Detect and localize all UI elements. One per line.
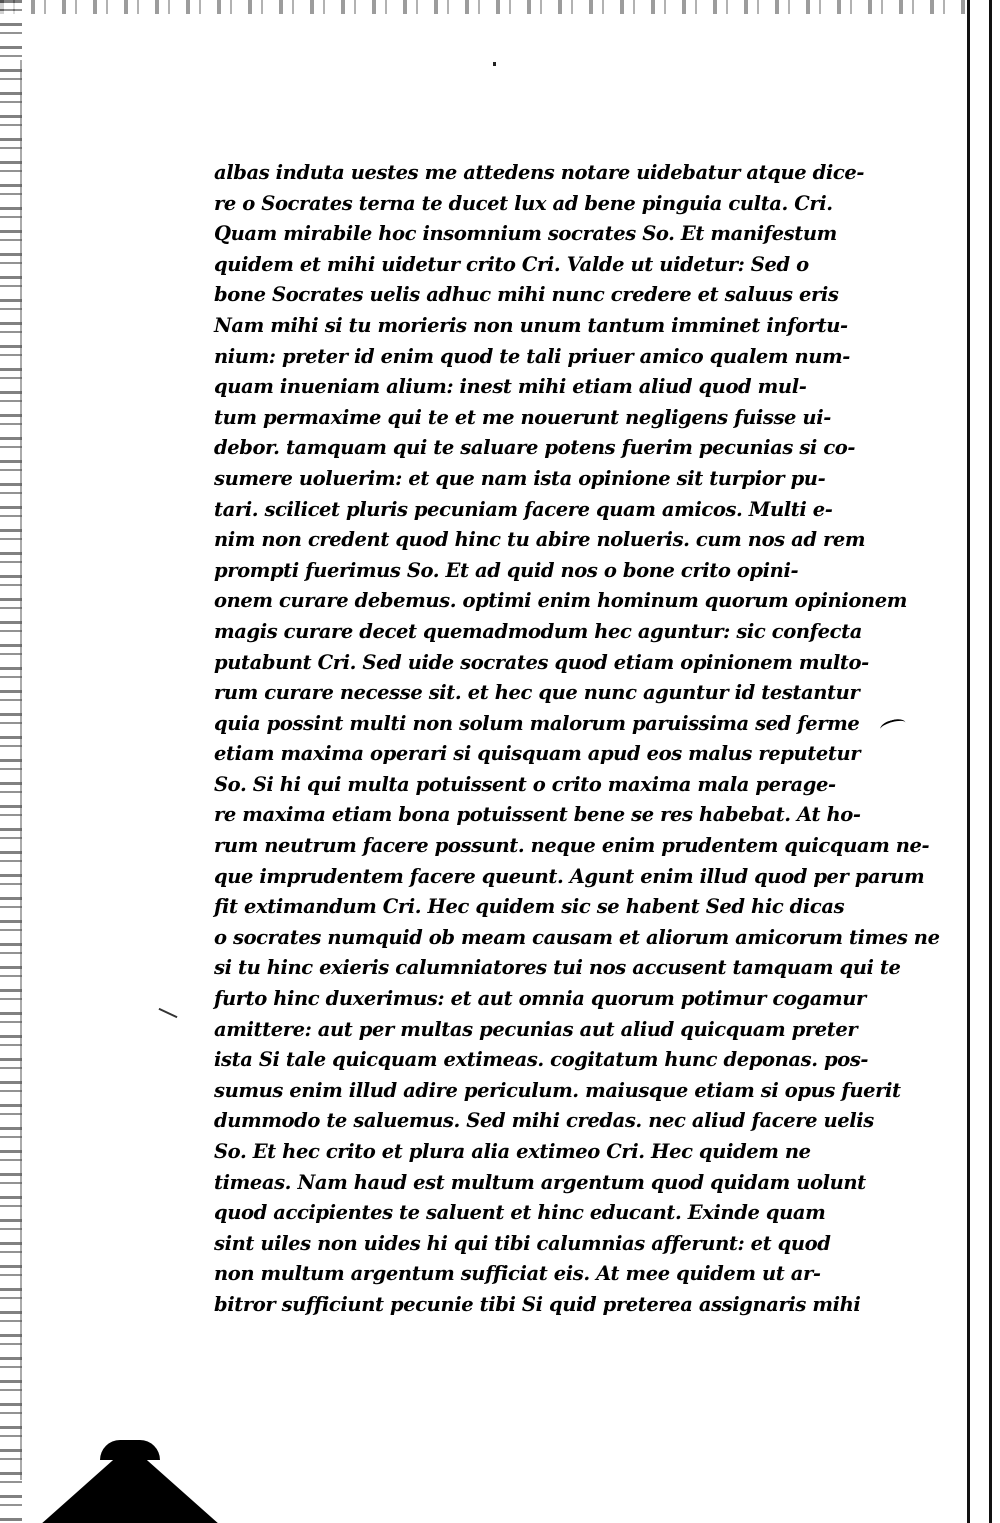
text-line: si tu hinc exieris calumniatores tui nos accusent tamquam qui te	[214, 956, 901, 980]
text-line: amittere: aut per multas pecunias aut aliud quicquam preter	[214, 1017, 858, 1041]
text-line: tum permaxime qui te et me nouerunt negligens fuisse ui-	[214, 405, 831, 429]
text-line: nium: preter id enim quod te tali priuer amico qualem num-	[214, 344, 850, 368]
page-right-edge	[967, 0, 1000, 1523]
text-line: putabunt Cri. Sed uide socrates quod etiam opinionem multo-	[214, 650, 869, 674]
text-line: debor. tamquam qui te saluare potens fuerim pecunias si co-	[214, 436, 856, 460]
page-left-rule	[20, 60, 22, 1480]
text-line: non multum argentum sufficiat eis. At mee quidem ut ar-	[214, 1262, 821, 1286]
text-line: sint uiles non uides hi qui tibi calumnias afferunt: et quod	[214, 1231, 831, 1255]
text-line: rum curare necesse sit. et hec que nunc aguntur id testantur	[214, 681, 860, 705]
text-line: ista Si tale quicquam extimeas. cogitatum hunc deponas. pos-	[214, 1048, 869, 1072]
page-top-edge	[0, 0, 1000, 14]
text-line: albas induta uestes me attedens notare uidebatur atque dice-	[214, 161, 865, 184]
page-right-rule	[989, 0, 992, 1523]
text-line: dummodo te saluemus. Sed mihi credas. nec aliud facere uelis	[214, 1109, 874, 1133]
text-line: que imprudentem facere queunt. Agunt enim illud quod per parum	[214, 864, 925, 888]
text-line: So. Si hi qui multa potuissent o crito maxima mala perage-	[214, 772, 836, 796]
page-damage-triangle	[40, 1445, 220, 1523]
text-line: magis curare decet quemadmodum hec aguntur: sic confecta	[214, 619, 862, 643]
text-line: o socrates numquid ob meam causam et aliorum amicorum times ne	[214, 925, 940, 949]
text-line: tari. scilicet pluris pecuniam facere quam amicos. Multi e-	[214, 497, 833, 521]
text-line: bitror sufficiunt pecunie tibi Si quid preterea assignaris mihi	[214, 1292, 861, 1316]
text-line: onem curare debemus. optimi enim hominum quorum opinionem	[214, 589, 907, 613]
text-line: fit extimandum Cri. Hec quidem sic se habent Sed hic dicas	[214, 895, 845, 919]
text-line: sumere uoluerim: et que nam ista opinione sit turpior pu-	[214, 466, 826, 490]
text-line: quod accipientes te saluent et hinc educant. Exinde quam	[214, 1201, 826, 1225]
text-line: So. Et hec crito et plura alia extimeo Cri. Hec quidem ne	[214, 1140, 811, 1163]
text-line: sumus enim illud adire periculum. maiusque etiam si opus fuerit	[214, 1078, 901, 1102]
text-line: re o Socrates terna te ducet lux ad bene pinguia culta. Cri.	[214, 191, 833, 215]
page-left-edge	[0, 0, 22, 1523]
manuscript-text	[214, 158, 940, 1321]
text-line: re maxima etiam bona potuissent bene se res habebat. At ho-	[214, 803, 861, 827]
text-line: Quam mirabile hoc insomnium socrates So. Et manifestum	[214, 222, 837, 246]
ink-dot	[493, 62, 496, 66]
text-line: prompti fuerimus So. Et ad quid nos o bone crito opini-	[214, 558, 799, 582]
text-line: furto hinc duxerimus: et aut omnia quorum potimur cogamur	[214, 987, 866, 1011]
text-line: rum neutrum facere possunt. neque enim prudentem quicquam ne-	[214, 834, 930, 858]
text-line: nim non credent quod hinc tu abire nolueris. cum nos ad rem	[214, 528, 866, 552]
text-line: etiam maxima operari si quisquam apud eos malus reputetur	[214, 742, 861, 766]
text-line: quidem et mihi uidetur crito Cri. Valde ut uidetur: Sed o	[214, 252, 809, 276]
text-line: Nam mihi si tu morieris non unum tantum imminet infortu-	[214, 313, 848, 337]
text-line: quia possint multi non solum malorum paruissima sed ferme	[214, 711, 860, 735]
text-line: bone Socrates uelis adhuc mihi nunc credere et saluus eris	[214, 283, 839, 307]
text-line: quam inueniam alium: inest mihi etiam aliud quod mul-	[214, 375, 807, 399]
stray-pen-mark	[159, 1008, 178, 1018]
text-line: timeas. Nam haud est multum argentum quod quidam uolunt	[214, 1170, 866, 1194]
